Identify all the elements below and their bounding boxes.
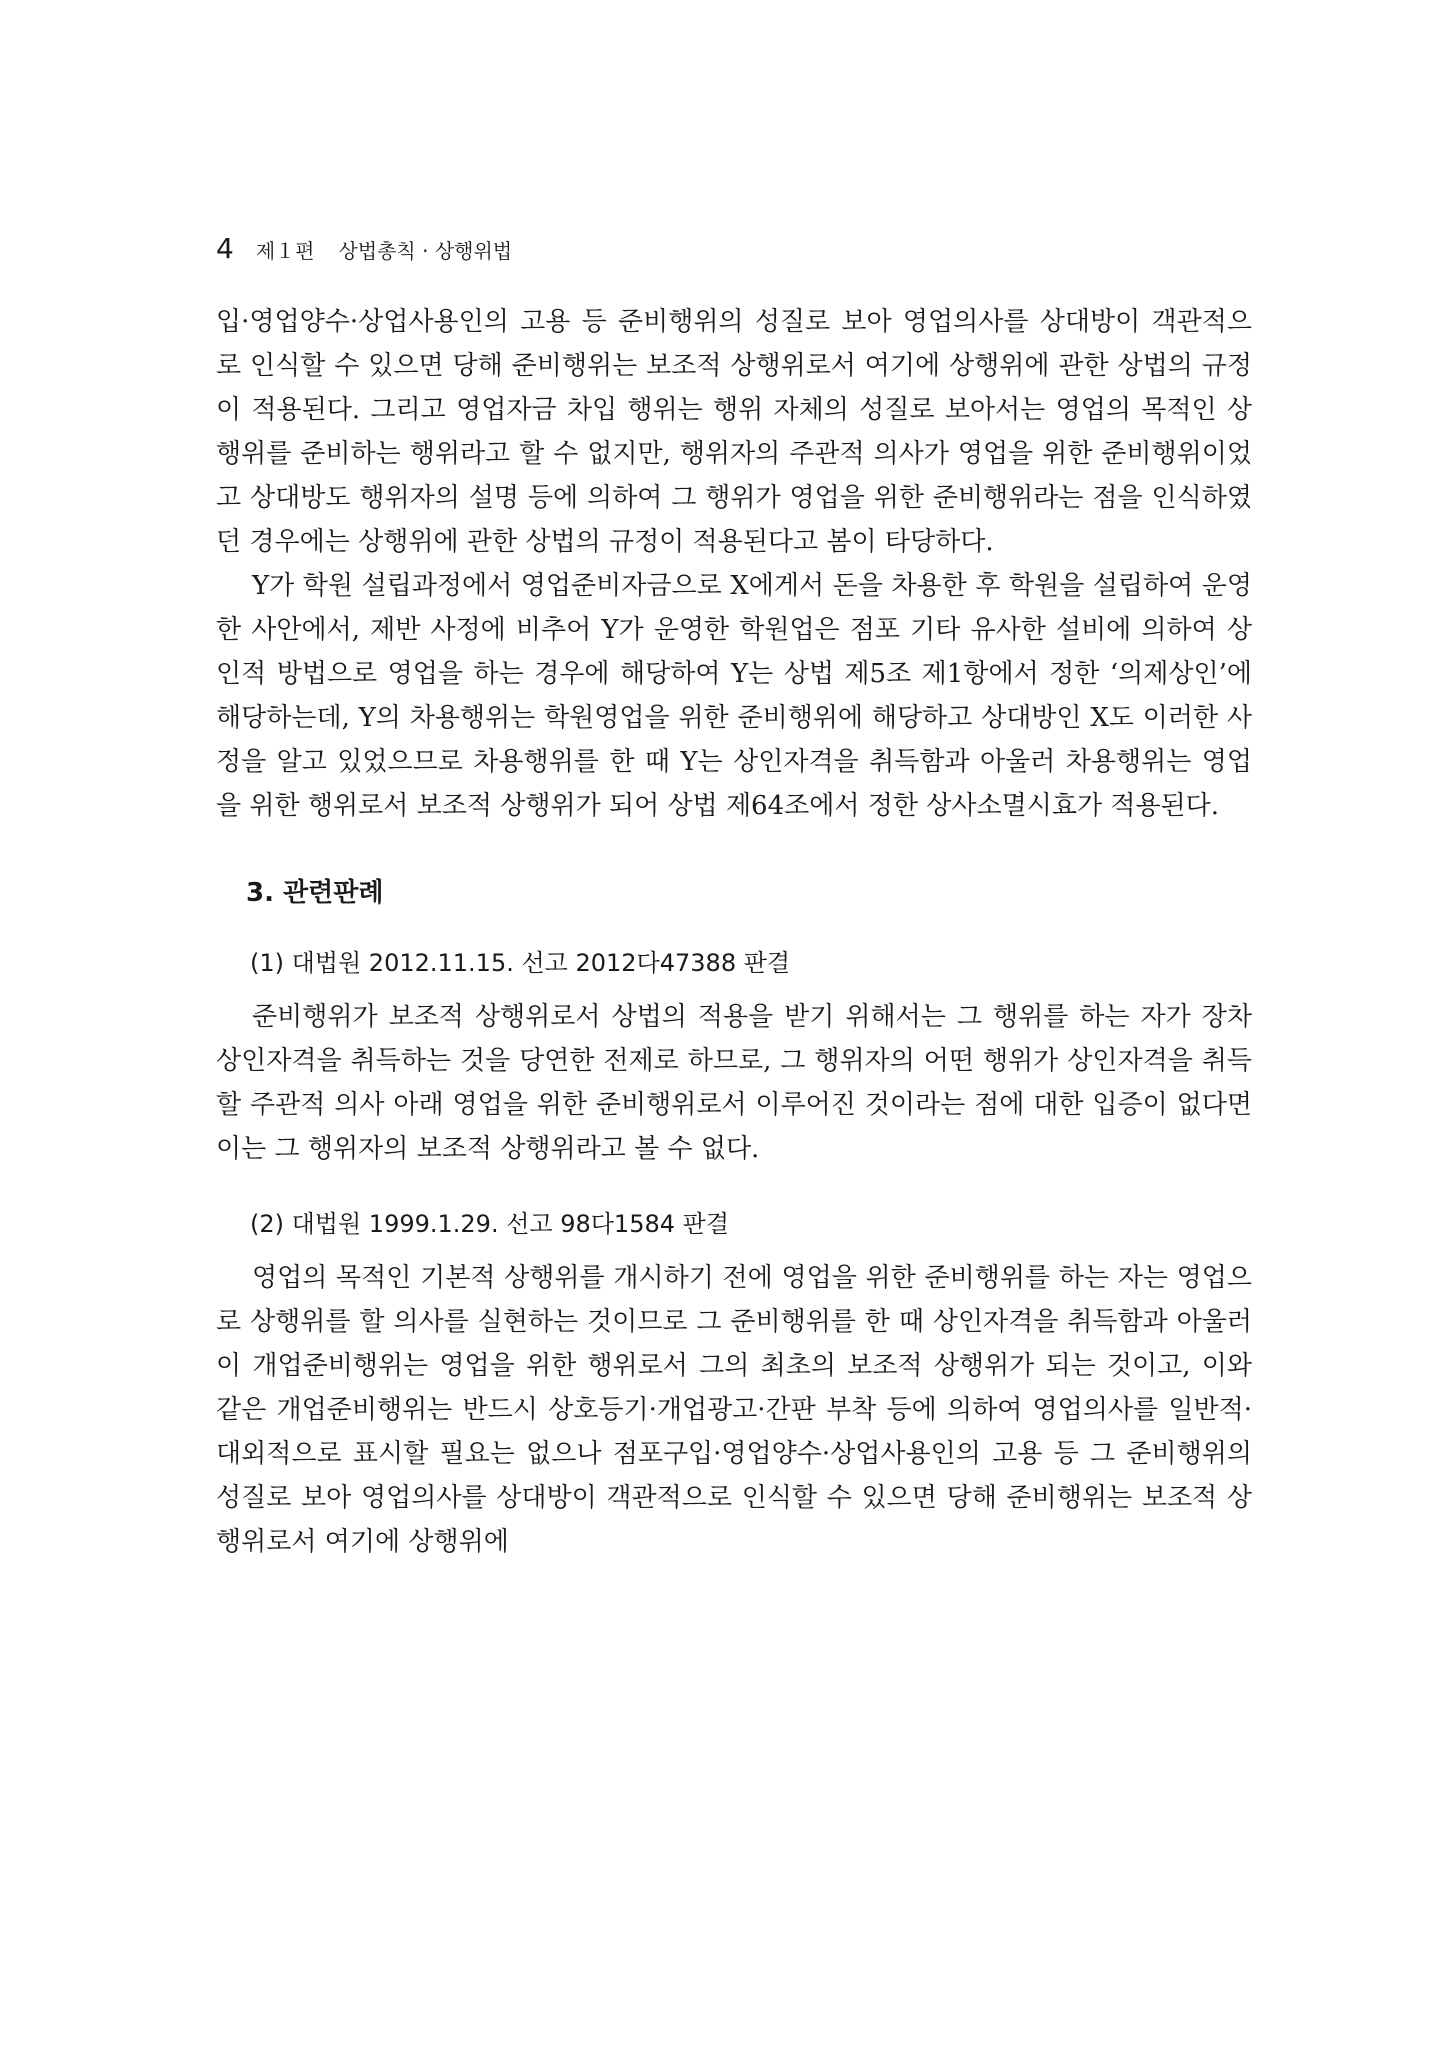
page-number: 4 <box>216 232 234 265</box>
page-body <box>216 300 1252 1564</box>
body-paragraph-case-summary: Y가 학원 설립과정에서 영업준비자금으로 X에게서 돈을 차용한 후 학원을 설립하여 운영한 사안에서, 제반 사정에 비추어 Y가 운영한 학원업은 점포 기타 유사한 설비에 의하여 상인적 방법으로 영업을 하는 경우에 해당하여 Y는 상법 제5조 제1항에서 정한 ‘의제상인’에 해당하는데, Y의 차용행위는 학원영업을 위한 준비행위에 해당하고 상대방인 X도 이러한 사정을 알고 있었으므로 차용행위를 한 때 Y는 상인자격을 취득함과 아울러 차용행위는 영업을 위한 행위로서 보조적 상행위가 되어 상법 제64조에서 정한 상사소멸시효가 적용된다. <box>216 571 1252 821</box>
case-heading-2: (2) 대법원 1999.1.29. 선고 98다1584 판결 <box>250 1210 730 1238</box>
part-label: 제１편 <box>255 239 315 263</box>
section-heading: 3. 관련판례 <box>246 878 384 908</box>
body-paragraph-continued: 입·영업양수·상업사용인의 고용 등 준비행위의 성질로 보아 영업의사를 상대방이 객관적으로 인식할 수 있으면 당해 준비행위는 보조적 상행위로서 여기에 상행위에 관한 상법의 규정이 적용된다. 그리고 영업자금 차입 행위는 행위 자체의 성질로 보아서는 영업의 목적인 상행위를 준비하는 행위라고 할 수 없지만, 행위자의 주관적 의사가 영업을 위한 준비행위이었고 상대방도 행위자의 설명 등에 의하여 그 행위가 영업을 위한 준비행위라는 점을 인식하였던 경우에는 상행위에 관한 상법의 규정이 적용된다고 봄이 타당하다. <box>216 307 1253 557</box>
header-title: 상법총칙 · 상행위법 <box>338 239 513 263</box>
case-text-1: 준비행위가 보조적 상행위로서 상법의 적용을 받기 위해서는 그 행위를 하는 자가 장차 상인자격을 취득하는 것을 당연한 전제로 하므로, 그 행위자의 어떤 행위가 상인자격을 취득할 주관적 의사 아래 영업을 위한 준비행위로서 이루어진 것이라는 점에 대한 입증이 없다면 이는 그 행위자의 보조적 상행위라고 볼 수 없다. <box>216 1002 1252 1164</box>
running-header <box>216 232 512 265</box>
case-text-2: 영업의 목적인 기본적 상행위를 개시하기 전에 영업을 위한 준비행위를 하는 자는 영업으로 상행위를 할 의사를 실현하는 것이므로 그 준비행위를 한 때 상인자격을 취득함과 아울러 이 개업준비행위는 영업을 위한 행위로서 그의 최초의 보조적 상행위가 되는 것이고, 이와 같은 개업준비행위는 반드시 상호등기·개업광고·간판 부착 등에 의하여 영업의사를 일반적·대외적으로 표시할 필요는 없으나 점포구입·영업양수·상업사용인의 고용 등 그 준비행위의 성질로 보아 영업의사를 상대방이 객관적으로 인식할 수 있으면 당해 준비행위는 보조적 상행위로서 여기에 상행위에 <box>216 1263 1253 1557</box>
case-heading-1: (1) 대법원 2012.11.15. 선고 2012다47388 판결 <box>250 949 791 977</box>
